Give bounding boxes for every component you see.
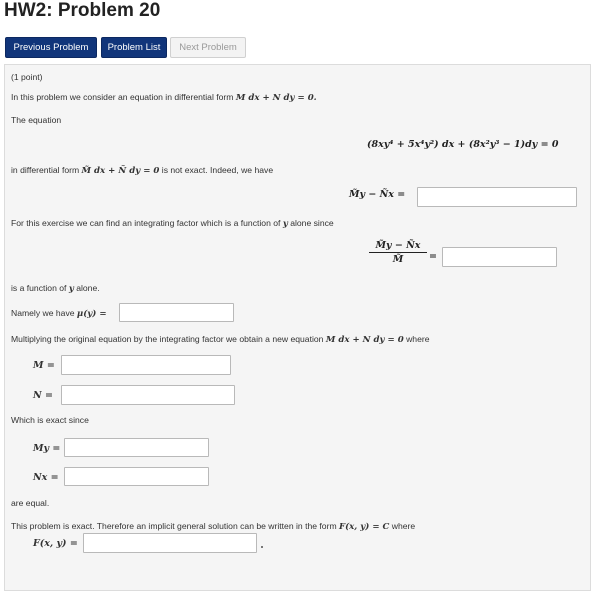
M-label: M =: [33, 360, 55, 371]
intro-math: M dx + N dy = 0.: [235, 93, 317, 103]
diff-input[interactable]: [417, 187, 577, 207]
multiplying-tail: where: [406, 334, 430, 344]
mu-input[interactable]: [119, 303, 234, 322]
the-equation-label: The equation: [11, 115, 62, 125]
exact-since-label: Which is exact since: [11, 415, 89, 425]
Nx-input[interactable]: [64, 467, 209, 486]
points-label: (1 point): [11, 72, 43, 82]
namely-text: Namely we have: [11, 308, 75, 318]
not-exact-tail: is not exact. Indeed, we have: [161, 165, 274, 175]
implicit-math: F(x, y) = C: [339, 522, 390, 532]
fraction-numerator: M̃y − Ñx: [375, 240, 421, 251]
page-title: HW2: Problem 20: [4, 0, 161, 21]
not-exact-text: in differential form: [11, 165, 80, 175]
answer-dot: [261, 546, 263, 548]
fraction-equals: =: [429, 251, 437, 262]
N-input[interactable]: [61, 385, 235, 405]
mu-label: μ(y) =: [76, 309, 107, 319]
function-of-text: is a function of: [11, 283, 67, 293]
integrating-factor-text: For this exercise we can find an integrating factor which is a function of: [11, 218, 281, 228]
integrating-factor-line: [11, 218, 334, 229]
F-label: F(x, y) =: [33, 538, 78, 549]
diff-label: M̃y − Ñx =: [349, 189, 406, 200]
integrating-factor-tail: alone since: [290, 218, 334, 228]
multiplying-line: [11, 334, 429, 345]
function-of-var: y: [68, 284, 74, 294]
previous-problem-button[interactable]: Previous Problem: [5, 37, 97, 58]
implicit-tail: where: [391, 521, 416, 531]
F-input[interactable]: [83, 533, 257, 553]
implicit-text: This problem is exact. Therefore an implicit general solution can be written in the form: [11, 521, 337, 531]
not-exact-math: M̃ dx + Ñ dy = 0: [81, 166, 160, 176]
integrating-factor-var: y: [282, 219, 288, 229]
not-exact-line: [11, 165, 273, 176]
Nx-label: Nx =: [33, 472, 59, 483]
fraction-input[interactable]: [442, 247, 557, 267]
M-input[interactable]: [61, 355, 231, 375]
namely-line: [11, 308, 107, 319]
My-label: My =: [33, 443, 61, 454]
are-equal-label: are equal.: [11, 498, 50, 508]
multiplying-text: Multiplying the original equation by the integrating factor we obtain a new equation: [11, 334, 324, 344]
implicit-line: [11, 521, 415, 532]
fraction-denominator: M̃: [392, 254, 404, 265]
multiplying-math: M dx + N dy = 0: [325, 335, 404, 345]
problem-list-button[interactable]: Problem List: [101, 37, 167, 58]
fraction-bar: [369, 252, 427, 253]
problem-body: [4, 64, 591, 591]
function-of-line: [11, 283, 100, 294]
next-problem-button: Next Problem: [170, 37, 246, 58]
intro-line: [11, 92, 317, 103]
function-of-tail: alone.: [76, 283, 100, 293]
N-label: N =: [33, 390, 53, 401]
My-input[interactable]: [64, 438, 209, 457]
intro-text: In this problem we consider an equation in differential form: [11, 92, 234, 102]
fraction: [369, 240, 427, 265]
main-equation: (8xy⁴ + 5x⁴y²) dx + (8x²y³ − 1)dy = 0: [367, 139, 559, 150]
